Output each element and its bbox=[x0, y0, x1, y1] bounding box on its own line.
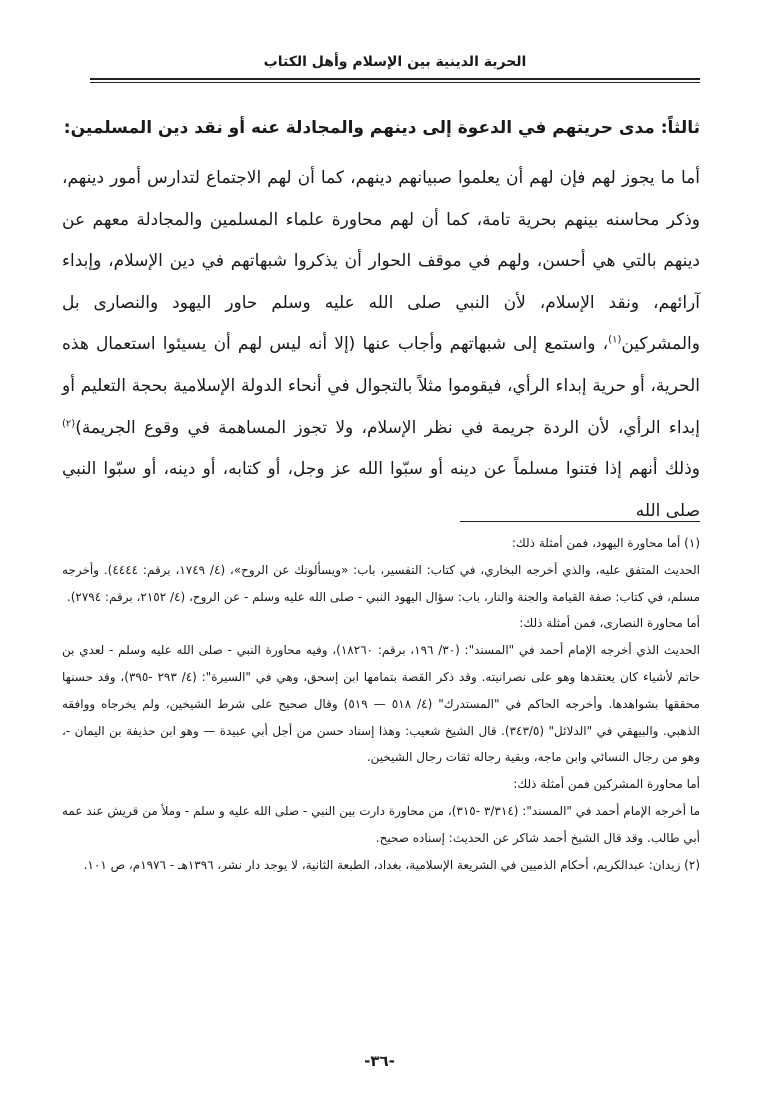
section-heading: ثالثاً: مدى حريتهم في الدعوة إلى دينهم والمجادلة عنه أو نقد دين المسلمين: bbox=[63, 118, 700, 138]
footnote-ref-1[interactable]: (١) bbox=[608, 334, 622, 346]
running-header: الحرية الدينية بين الإسلام وأهل الكتاب bbox=[263, 54, 527, 70]
footnote-1-christians-intro: أما محاورة النصارى، فمن أمثلة ذلك: bbox=[519, 616, 700, 631]
footnote-1-polytheists-intro: أما محاورة المشركين فمن أمثلة ذلك: bbox=[513, 777, 700, 792]
body-text-part3: وذلك أنهم إذا فتنوا مسلماً عن دينه أو سبّوا الله عز وجل، أو كتابه، أو دينه، أو سبّوا النبي صلى الله bbox=[62, 459, 700, 521]
body-paragraph bbox=[62, 158, 700, 532]
header-rule-thin bbox=[90, 82, 700, 83]
footnote-ref-2[interactable]: (٢) bbox=[62, 417, 76, 429]
header-rule-thick bbox=[90, 78, 700, 80]
footnote-separator bbox=[460, 521, 700, 522]
footnote-1-christians: الحديث الذي أخرجه الإمام أحمد في "المسند": (٣٠/ ١٩٦، برقم: ١٨٢٦٠)، وفيه محاورة النبي - صلى الله عليه وسلم - لعدي بن حاتم لأشياء كان يعتقدها وهو على نصرانيته. وقد ذكر القصة بتمامها ابن إسحق، وهي في "السيرة": (٤/ ٢٩٣ -٣٩٥)، وقد حسنها محققها بشواهدها. وأخرجه الحاكم في "المستدرك" (٤/ ٥١٨ — ٥١٩) وقال صحيح على شرط الشيخين، ولم يخرجاه ووافقه الذهبي. والبيهقي في "الدلائل" (٣٤٣/٥). قال الشيخ شعيب: وهذا إسناد حسن من أجل أبي عبيدة — وهو ابن حذيفة بن اليمان -، وهو من رجال النسائي وابن ماجه، وبقية رجاله ثقات رجال الشيخين. bbox=[62, 643, 701, 765]
footnote-1-polytheists: ما أخرجه الإمام أحمد في "المسند": (٣/٣١٤ -٣١٥)، من محاورة دارت بين النبي - صلى الله عليه و سلم - وملأ من قريش عند عمه أبي طالب. وقد قال الشيخ أحمد شاكر عن الحديث: إسناده صحيح. bbox=[62, 803, 700, 845]
body-text-part1: أما ما يجوز لهم فإن لهم أن يعلموا صبيانهم دينهم، كما أن لهم الاجتماع لتدارس أمور دينهم، وذكر محاسنه بينهم بحرية تامة، كما أن لهم محاورة علماء المسلمين والمجادلة معهم عن دينهم بالتي هي أحسن، ولهم في موقف الحوار أن يذكروا شبهاتهم في دين الإسلام، وإبداء آرائهم، ونقد الإسلام، لأن النبي صلى الله عليه وسلم حاور اليهود والنصارى بل والمشركين bbox=[62, 168, 700, 355]
footnotes bbox=[62, 530, 700, 878]
footnote-2: (٢) زيدان: عبدالكريم، أحكام الذميين في الشريعة الإسلامية، بغداد، الطبعة الثانية، لا يوجد دار نشر، ١٣٩٦هـ - ١٩٧٦م، ص ١٠١. bbox=[83, 857, 700, 872]
footnote-1-intro: (١) أما محاورة اليهود، فمن أمثلة ذلك: bbox=[511, 536, 700, 550]
body-text-part2: ، واستمع إلى شبهاتهم وأجاب عنها (إلا أنه ليس لهم أن يسيئوا استعمال هذه الحرية، أو حرية إبداء الرأي، فيقوموا مثلاً بالتجوال في أنحاء الدولة الإسلامية بحجة التعليم أو إبداء الرأي، لأن الردة جريمة في نظر الإسلام، ولا تجوز المساهمة في وقوع الجريمة) bbox=[62, 334, 700, 438]
page-number: -٣٦- bbox=[364, 1052, 395, 1070]
footnote-1-jews: الحديث المتفق عليه، والذي أخرجه البخاري، في كتاب: التفسير، باب: «ويسألونك عن الروح»، (٤/ ١٧٤٩، برقم: ٤٤٤٤). وأخرجه مسلم، في كتاب: صفة القيامة والجنة والنار، باب: سؤال اليهود النبي - صلى الله عليه وسلم - عن الروح، (٤/ ٢١٥٢، برقم: ٢٧٩٤). bbox=[62, 562, 700, 604]
